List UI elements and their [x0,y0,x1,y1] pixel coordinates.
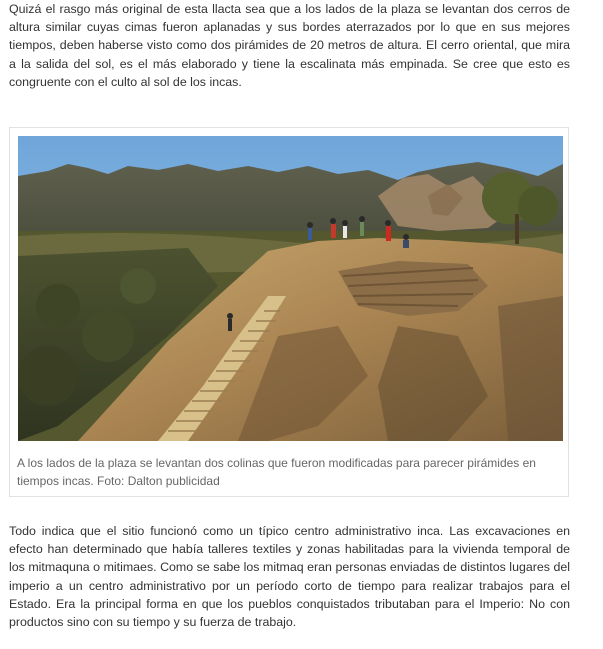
article-figure [9,127,569,497]
figure-caption: A los lados de la plaza se levantan dos colinas que fueron modificadas para parecer pirámides en tiempos incas. Foto: Dalton publicidad [17,456,536,488]
article-paragraph: Quizá el rasgo más original de esta llacta sea que a los lados de la plaza se levantan dos cerros de altura similar cuyas cimas fueron aplanadas y sus bordes aterrazados por lo que en sus mejores tiempos, deben haberse visto como dos pirámides de 20 metros de altura. El cerro oriental, que mira a la salida del sol, es el más elaborado y tiene la escalinata más empinada. Se cree que esto es congruente con el culto al sol de los incas. [9,2,570,89]
hill-pyramid-photo [18,136,563,441]
article-paragraph: Todo indica que el sitio funcionó como un típico centro administrativo inca. Las excavaciones en efecto han determinado que había talleres textiles y zonas habilitadas para la vivienda temporal de los mitmaquna o mitimaes. Como se sabe los mitmaq eran personas enviadas de distintos lugares del imperio a un centro administrativo por un período corto de tiempo para realizar trabajos para el Estado. Era la principal forma en que los pueblos conquistados tributaban para el Imperio: No con productos sino con su tiempo y su fuerza de trabajo. [9,524,570,630]
